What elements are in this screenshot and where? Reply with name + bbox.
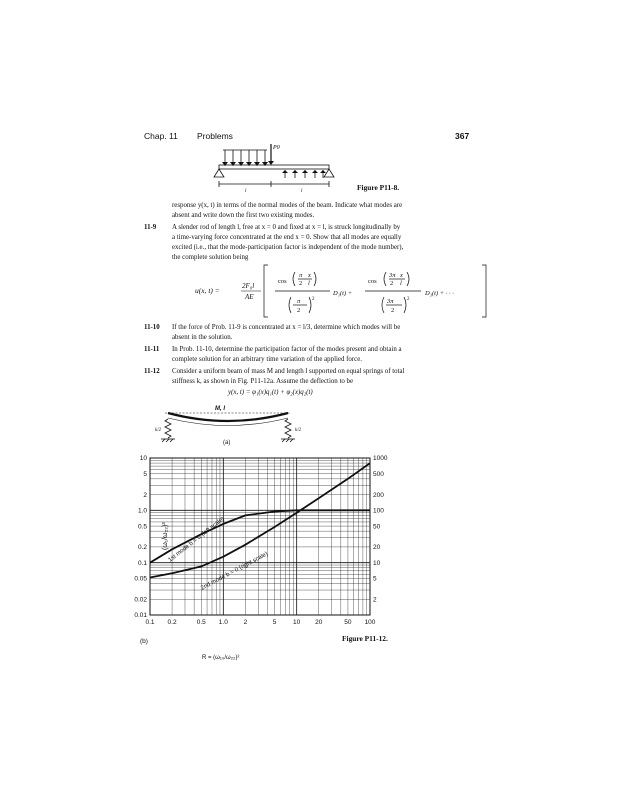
y-tick-label-right: 500 — [373, 470, 384, 478]
y-tick-label-right: 10 — [373, 559, 381, 567]
text-line: complete solution for an arbitrary time variation of the applied force. — [172, 356, 362, 363]
problem-number: 11-12 — [144, 368, 160, 375]
force-label: P0 — [273, 145, 280, 151]
x-tick-label: 50 — [344, 619, 352, 626]
problem-text — [172, 323, 482, 343]
eq-lhs: u(x, t) = — [195, 286, 220, 295]
y-tick-label-left: 0.05 — [134, 575, 147, 583]
text-line: absent in the solution. — [172, 334, 233, 341]
text-line: In Prob. 11-10, determine the participation factor of the modes present and obtain a — [172, 346, 402, 353]
text-line: the complete solution being — [172, 254, 249, 261]
eq-3pi: 3π — [389, 272, 396, 279]
eq-sq-1: 2 — [312, 297, 315, 302]
y-tick-label-left: 2 — [143, 491, 147, 499]
figure-p11-12a — [155, 405, 315, 447]
equation-u — [195, 262, 495, 320]
y-tick-label-left: 10 — [139, 455, 147, 463]
eq-x-3: x — [400, 272, 403, 279]
text-line: excited (i.e., that the mode-participation factor is independent of the mode number), — [172, 244, 404, 251]
text-line: a time-varying force concentrated at the end x = 0. Show that all modes are equally — [172, 234, 402, 241]
page-number: 367 — [455, 131, 470, 141]
problem-text — [172, 367, 482, 387]
text-line: response y(x, t) in terms of the normal modes of the beam. Indicate what modes are — [172, 202, 403, 209]
figure-p11-8 — [205, 142, 345, 194]
x-tick-label: 100 — [364, 619, 376, 626]
problem-text — [172, 223, 482, 263]
x-tick-label: 1.0 — [218, 619, 228, 626]
eq-cos-3: cos — [368, 278, 377, 285]
problem-number: 11-10 — [144, 324, 160, 331]
figure-caption-p11-12: Figure P11-12. — [342, 634, 388, 643]
x-tick-label: 0.1 — [145, 619, 155, 626]
problem-number: 11-9 — [144, 224, 157, 231]
eq-two-3b: 2 — [391, 307, 395, 314]
annotation-1st-mode: 1st mode b = 0 (left scale) — [167, 516, 226, 564]
y-tick-label-left: 1.0 — [137, 507, 147, 515]
dim-right-num: l — [301, 189, 303, 194]
spring-label-right: k/2 — [295, 428, 302, 433]
eq-coef-den: AE — [245, 293, 254, 301]
y-tick-label-right: 100 — [373, 507, 384, 515]
spring-label-left: k/2 — [155, 428, 162, 433]
y-tick-label-right: 1000 — [373, 455, 388, 463]
y-tick-label-right: 200 — [373, 491, 384, 499]
eq-pi-1b: π — [297, 298, 301, 305]
deflection-equation: y(x, t) = φ₁(x)q₁(t) + φ₂(x)q₂(t) — [228, 389, 313, 396]
eq-d1: D₁(t) + — [333, 290, 353, 297]
y-tick-label-left: 0.2 — [137, 544, 147, 552]
text-line: absent and write down the first two existing modes. — [172, 212, 315, 219]
y-tick-label-right: 2 — [373, 596, 377, 604]
panel-label-a: (a) — [223, 440, 231, 446]
eq-3pi-b: 3π — [387, 298, 394, 305]
eq-pi-1: π — [299, 272, 303, 279]
x-tick-label: 0.5 — [196, 619, 206, 626]
beam-label: M, I — [215, 406, 225, 412]
x-tick-label: 0.2 — [167, 619, 177, 626]
x-tick-label: 5 — [272, 619, 277, 626]
x-tick-label: 20 — [315, 619, 323, 626]
x-axis-label: R = (ω₁₀/ω₂₂)² — [202, 655, 240, 660]
eq-sq-3: 2 — [407, 297, 410, 302]
annotation-2nd-mode: 2nd mode b = 0 (right scale) — [200, 551, 270, 592]
eq-two-3: 2 — [390, 280, 394, 287]
y-tick-label-left: 0.5 — [137, 523, 147, 531]
problem-number: 11-11 — [144, 346, 160, 353]
eq-cos-1: cos — [278, 278, 287, 285]
mode-frequency-chart — [110, 450, 395, 660]
y-tick-label-left: 0.01 — [134, 612, 147, 620]
y-tick-label-left: 0.02 — [134, 596, 147, 604]
eq-two-1b: 2 — [297, 307, 301, 314]
chart-ticks — [134, 455, 388, 626]
y-tick-label-right: 5 — [373, 575, 377, 583]
figure-caption-p11-8: Figure P11-8. — [357, 183, 400, 192]
eq-l-3: l — [400, 280, 402, 287]
y-tick-label-left: 5 — [143, 470, 147, 478]
panel-label-b: (b) — [140, 638, 148, 645]
problem-text — [172, 345, 482, 365]
section-label: Problems — [197, 131, 233, 141]
text-line: A slender rod of length l, free at x = 0 and fixed at x = l, is struck longitudinally by — [172, 224, 401, 231]
eq-d3: D₃(t) + · · · — [425, 290, 454, 297]
intro-paragraph — [172, 201, 482, 221]
text-line: If the force of Prob. 11-9 is concentrated at x = l/3, determine which modes will be — [172, 324, 401, 331]
eq-x-1: x — [308, 272, 311, 279]
y-tick-label-left: 0.1 — [137, 559, 147, 567]
dim-left-num: l — [245, 189, 247, 194]
y-axis-label: (ω₁/ω₂₂)² — [162, 522, 169, 550]
chapter-label: Chap. 11 — [144, 131, 178, 141]
text-line: Consider a uniform beam of mass M and length l supported on equal springs of total — [172, 368, 405, 375]
x-tick-label: 10 — [293, 619, 301, 626]
x-tick-label: 2 — [243, 619, 248, 626]
text-line: stiffness k, as shown in Fig. P11-12a. Assume the deflection to be — [172, 378, 354, 385]
eq-l-1: l — [308, 280, 310, 287]
y-tick-label-right: 20 — [373, 544, 381, 552]
eq-coef-num: 2F₀l — [242, 282, 255, 290]
eq-two-1: 2 — [299, 280, 303, 287]
y-tick-label-right: 50 — [373, 523, 381, 531]
